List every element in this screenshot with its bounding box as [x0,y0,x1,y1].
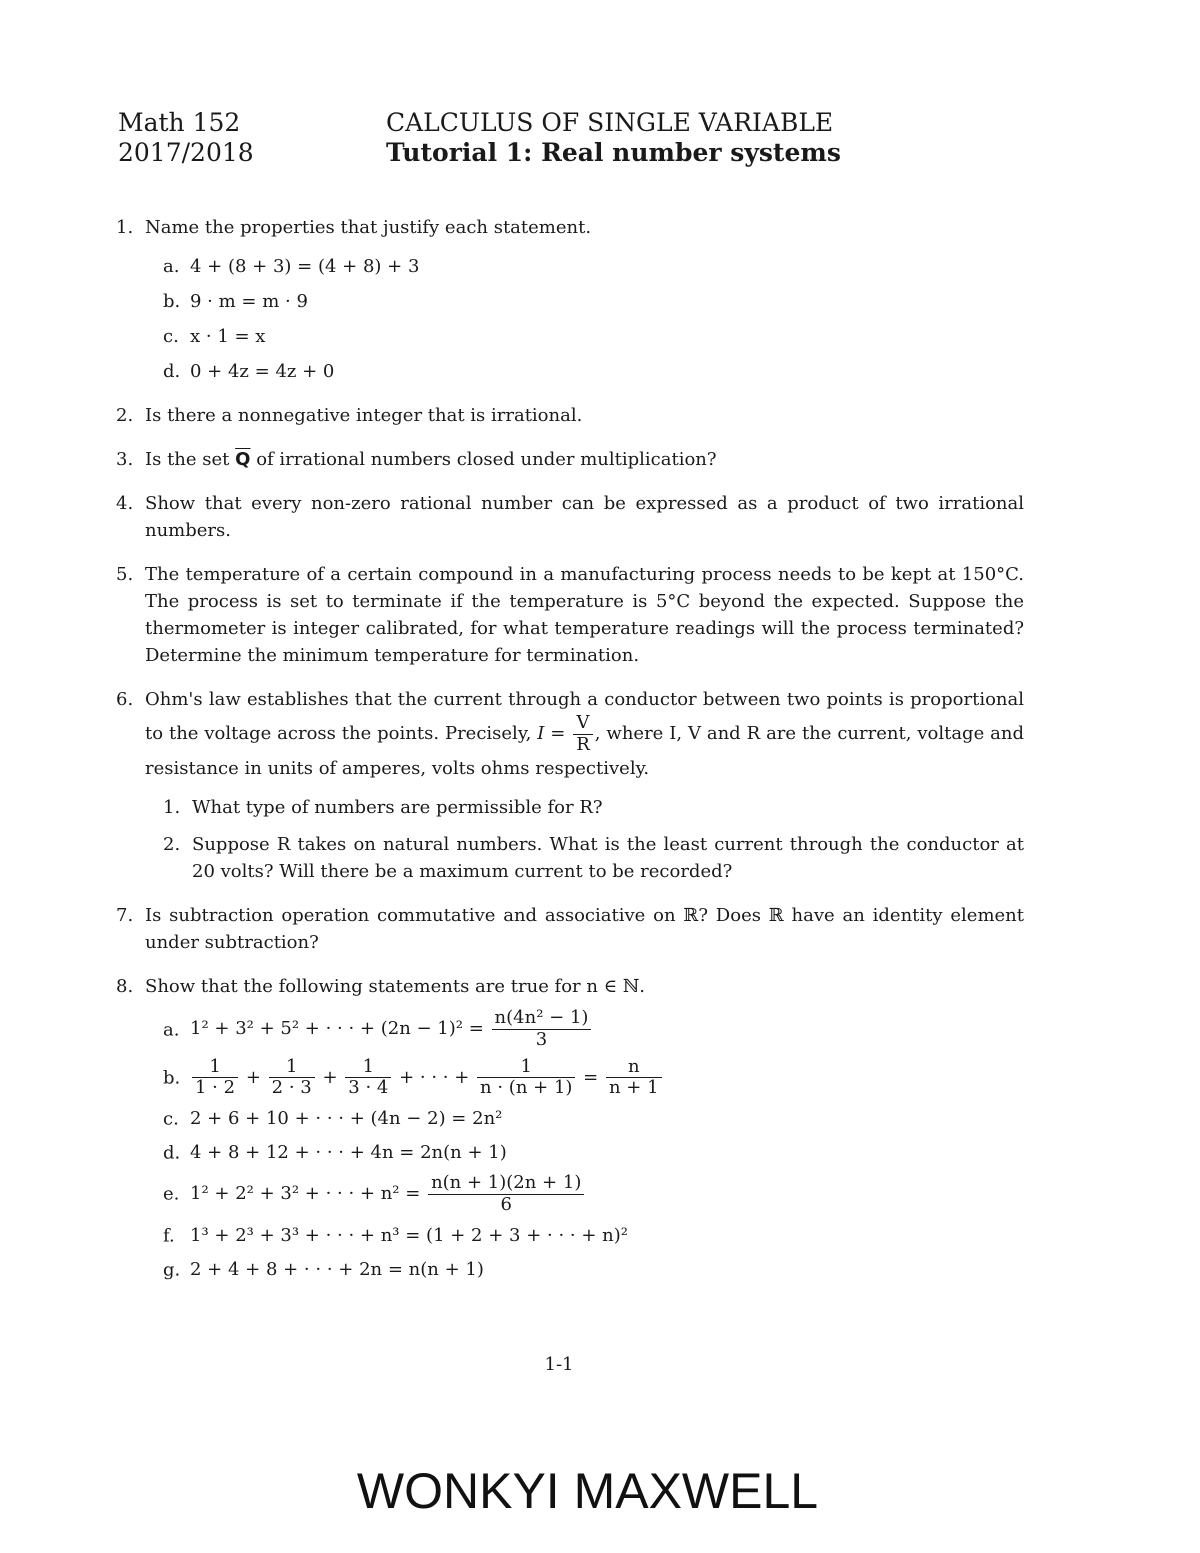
question-7 [116,902,1024,956]
question-number: 3. [116,449,134,470]
item-label: b. [163,1067,181,1089]
fraction-numerator: 1 [192,1057,238,1079]
question-6-items [145,794,1024,885]
list-item [163,1139,1024,1167]
item-text: 4 + (8 + 3) = (4 + 8) + 3 [190,256,420,277]
question-number: 2. [116,405,134,426]
item-label: f. [163,1225,175,1246]
list-item [163,253,1024,280]
item-label: e. [163,1183,180,1205]
fraction-denominator: n + 1 [608,1077,659,1099]
item-label: c. [163,326,179,347]
plus-sign: + [245,1066,261,1088]
question-number: 1. [116,217,134,238]
list-item [163,1057,1024,1099]
document-header [118,108,1078,168]
question-text-b: , where I, V and R are the current, voltage and resistance in units of amperes, volts ohms respectively. [145,723,1024,780]
question-number: 7. [116,905,134,927]
fraction-denominator: 3 · 4 [348,1077,389,1099]
question-text: Show that the following statements are true for n ∈ ℕ. [145,976,645,998]
question-2 [116,402,1024,429]
question-3 [116,446,1024,473]
item-text: 9 · m = m · 9 [190,291,308,312]
question-list [116,214,1024,1301]
equation-lhs: 1² + 2² + 3² + · · · + n² = [190,1183,421,1205]
list-item [163,794,1024,821]
question-text: Name the properties that justify each statement. [145,217,592,238]
question-number: 8. [116,976,134,998]
question-text: The temperature of a certain compound in a manufacturing process needs to be kept at 150°C. The process is set to terminate if the temperature is 5°C beyond the expected. Suppose the thermometer is integer calibrated, for what temperature readings will the process terminated? Determine the minimum temperature for termination. [145,564,1024,666]
list-item [163,358,1024,385]
list-item [163,1008,1024,1050]
fraction-numerator: 1 [345,1057,391,1079]
item-text: x · 1 = x [190,326,266,347]
course-code: Math 152 [118,108,241,137]
question-number: 6. [116,689,134,710]
fraction-numerator: V [573,713,593,735]
question-1-items [145,253,1024,385]
question-8-items [145,1008,1024,1283]
fraction-numerator: 1 [269,1057,315,1079]
fraction-result [606,1057,662,1099]
equation: 2 + 6 + 10 + · · · + (4n − 2) = 2n² [190,1108,503,1130]
page-number: 1-1 [544,1354,574,1375]
question-text: Is there a nonnegative integer that is irrational. [145,405,583,426]
equation: 2 + 4 + 8 + · · · + 2n = n(n + 1) [190,1258,484,1280]
list-item [163,288,1024,315]
document-title: CALCULUS OF SINGLE VARIABLE [386,108,834,137]
fraction-denominator: 2 · 3 [271,1077,312,1099]
fraction-numerator: n(4n² − 1) [492,1008,592,1030]
question-text-pre: Is the set [145,449,230,470]
list-item [163,1256,1024,1284]
question-number: 5. [116,564,134,585]
item-label: 1. [163,797,181,819]
item-label: b. [163,291,181,312]
fraction-term-3 [345,1057,391,1099]
fraction-term-n [477,1057,575,1099]
item-label: a. [163,256,180,277]
equation: 4 + 8 + 12 + · · · + 4n = 2n(n + 1) [190,1142,507,1164]
formula-fraction [573,713,593,755]
academic-year: 2017/2018 [118,138,254,167]
item-label: 2. [163,834,181,856]
header-row-1 [118,108,1078,138]
question-6 [116,686,1024,885]
tutorial-title: Tutorial 1: Real number systems [386,138,841,167]
item-label: d. [163,361,181,382]
fraction-denominator: 3 [535,1029,548,1051]
item-text: 0 + 4z = 4z + 0 [190,361,335,382]
question-text: Is subtraction operation commutative and associative on ℝ? Does ℝ have an identity element under subtraction? [145,905,1024,954]
list-item [163,1173,1024,1215]
item-text: What type of numbers are permissible for R? [192,797,603,819]
fraction-denominator: n · (n + 1) [480,1077,573,1099]
item-label: d. [163,1142,181,1164]
item-label: g. [163,1259,181,1280]
question-8 [116,973,1024,1283]
header-row-2 [118,138,1078,168]
ellipsis-sum: + · · · + [399,1066,470,1088]
author-signature: WONKYI MAXWELL [356,1463,819,1519]
fraction-denominator: 1 · 2 [195,1077,236,1099]
item-text: Suppose R takes on natural numbers. What is the least current through the conductor at 20 volts? Will there be a maximum current to be recorded? [192,834,1024,883]
equation-fraction [428,1173,584,1215]
formula-lhs: I = [537,723,566,745]
fraction-denominator: 6 [500,1193,512,1215]
ohms-law-formula [537,712,595,755]
question-text-post: of irrational numbers closed under multiplication? [256,449,717,470]
question-number: 4. [116,493,134,514]
question-5 [116,561,1024,669]
question-text: Show that every non-zero rational number can be expressed as a product of two irrational numbers. [145,493,1024,541]
question-1 [116,214,1024,385]
fraction-numerator: 1 [477,1057,575,1079]
list-item [163,1105,1024,1133]
question-text-a: Ohm's law establishes that the current through a conductor between two points is proportional to the voltage across the points. Precisely, [145,689,1024,745]
item-label: c. [163,1108,179,1130]
equation-fraction [492,1008,592,1050]
fraction-term-1 [192,1057,238,1099]
fraction-denominator: R [576,733,590,755]
equals-sign: = [583,1066,599,1088]
item-label: a. [163,1019,180,1041]
fraction-term-2 [269,1057,315,1099]
fraction-numerator: n [606,1057,662,1079]
irrational-set-symbol: $\overline{Q}$ [235,449,251,470]
question-4 [116,490,1024,544]
list-item [163,831,1024,885]
fraction-numerator: n(n + 1)(2n + 1) [428,1173,584,1195]
plus-sign: + [322,1066,338,1088]
equation-lhs: 1² + 3² + 5² + · · · + (2n − 1)² = [190,1018,484,1040]
list-item [163,1222,1024,1250]
list-item [163,323,1024,350]
equation: 1³ + 2³ + 3³ + · · · + n³ = (1 + 2 + 3 + · · · + n)² [190,1224,628,1246]
